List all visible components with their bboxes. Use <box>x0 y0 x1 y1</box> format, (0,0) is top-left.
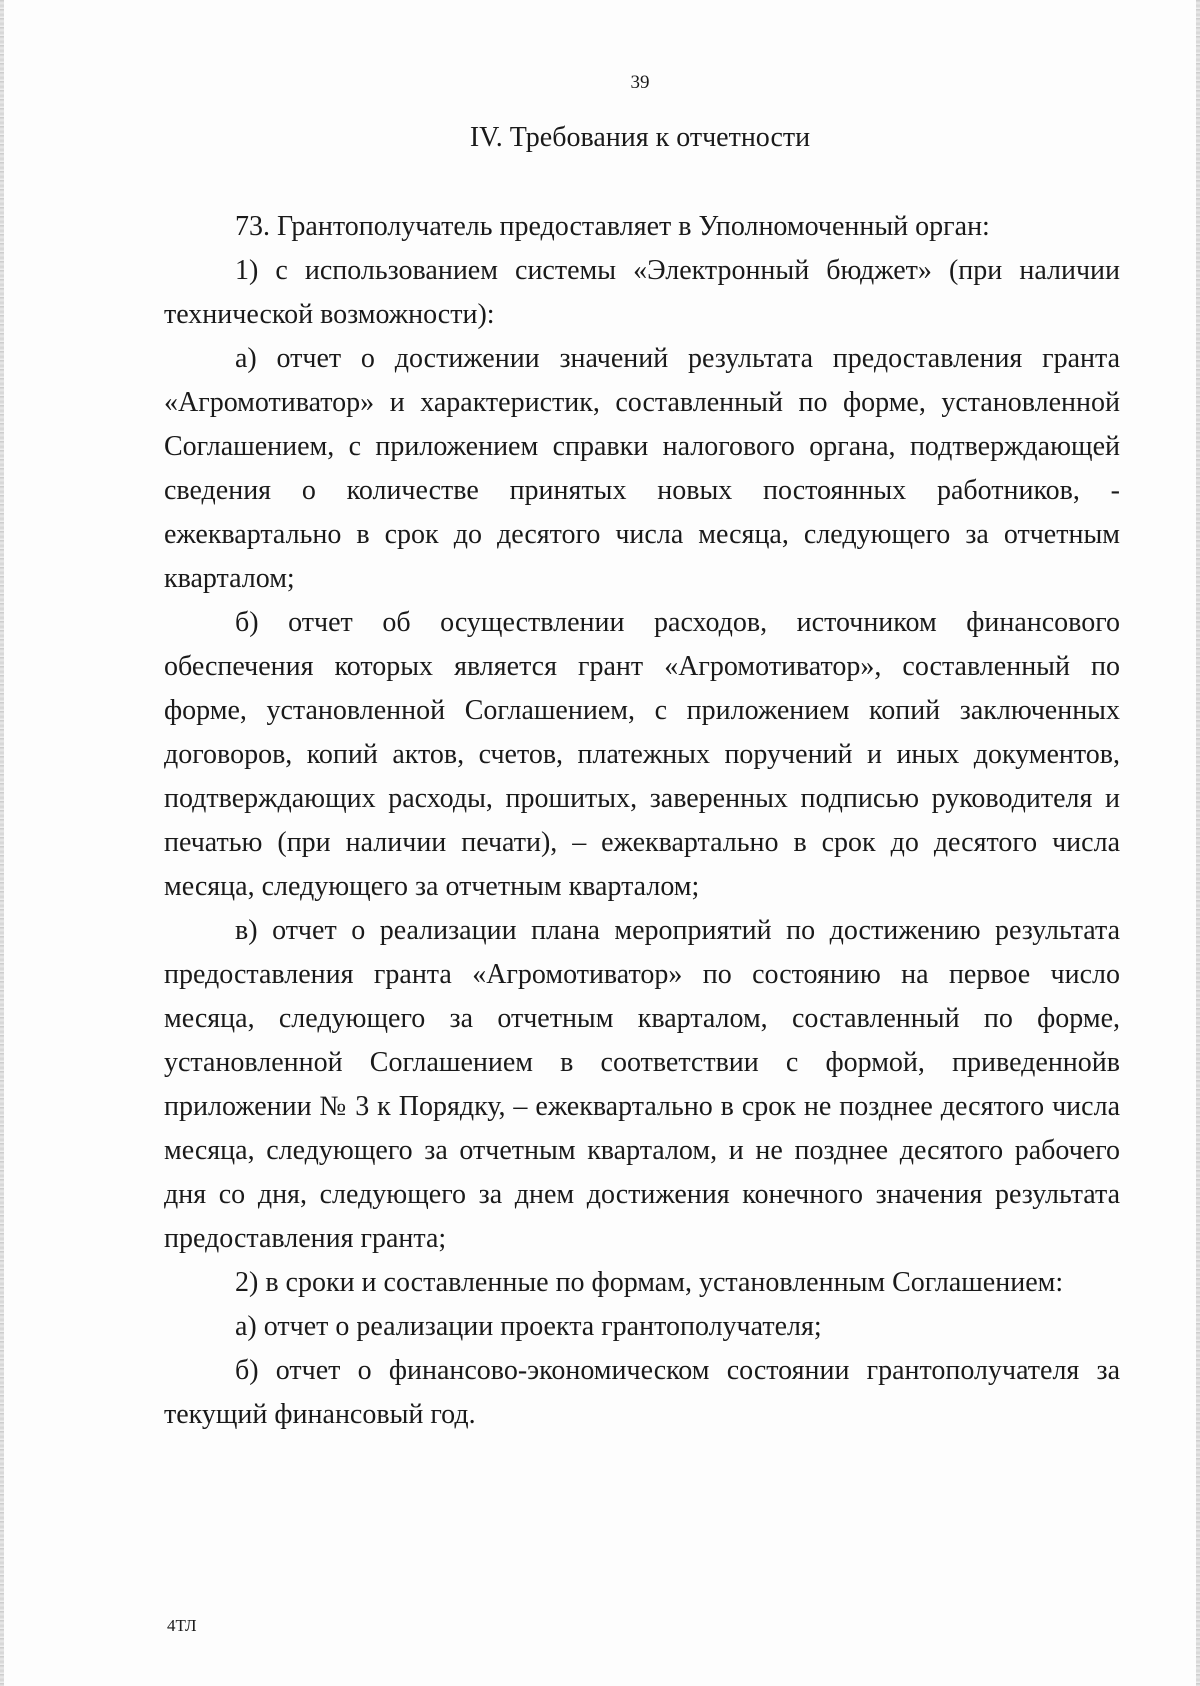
scan-edge-right <box>1196 0 1200 1686</box>
footer-code: 4ТЛ <box>167 1616 197 1635</box>
scan-edge-left <box>0 0 4 1686</box>
paragraph-item-1b: б) отчет об осуществлении расходов, источником финансового обеспечения которых является грант «Агромотиватор», составленный по форме, установленной Соглашением, с приложением копий заключенных договоров, копий актов, счетов, платежных поручений и иных документов, подтверждающих расходы, прошитых, заверенных подписью руководителя и печатью (при наличии печати), – ежеквартально в срок до десятого числа месяца, следующего за отчетным кварталом; <box>164 607 1120 902</box>
page-number: 39 <box>630 72 650 93</box>
document-body <box>164 205 1120 1437</box>
paragraph-item-2b: б) отчет о финансово-экономическом состоянии грантополучателя за текущий финансовый год. <box>164 1355 1120 1430</box>
paragraph-item-1v: в) отчет о реализации плана мероприятий по достижению результата предоставления гранта «Агромотиватор» по состоянию на первое число месяца, следующего за отчетным кварталом, составленный по форме, установленной Соглашением в соответствии с формой, приведеннойв приложении № 3 к Порядку, – ежеквартально в срок не позднее десятого числа месяца, следующего за отчетным кварталом, и не позднее десятого рабочего дня со дня, следующего за днем достижения конечного значения результата предоставления гранта; <box>164 915 1120 1254</box>
section-heading: IV. Требования к отчетности <box>469 122 811 153</box>
paragraph-item-2: 2) в сроки и составленные по формам, установленным Соглашением: <box>235 1267 1064 1298</box>
paragraph-item-1: 1) с использованием системы «Электронный бюджет» (при наличии технической возможности): <box>164 255 1120 330</box>
paragraph-item-2a: а) отчет о реализации проекта грантополучателя; <box>235 1311 822 1342</box>
paragraph-item-1a: а) отчет о достижении значений результата предоставления гранта «Агромотиватор» и характеристик, составленный по форме, установленной Соглашением, с приложением справки налогового органа, подтверждающей сведения о количестве принятых новых постоянных работников, - ежеквартально в срок до десятого числа месяца, следующего за отчетным кварталом; <box>164 343 1120 594</box>
paragraph-73-intro: 73. Грантополучатель предоставляет в Уполномоченный орган: <box>235 211 990 242</box>
